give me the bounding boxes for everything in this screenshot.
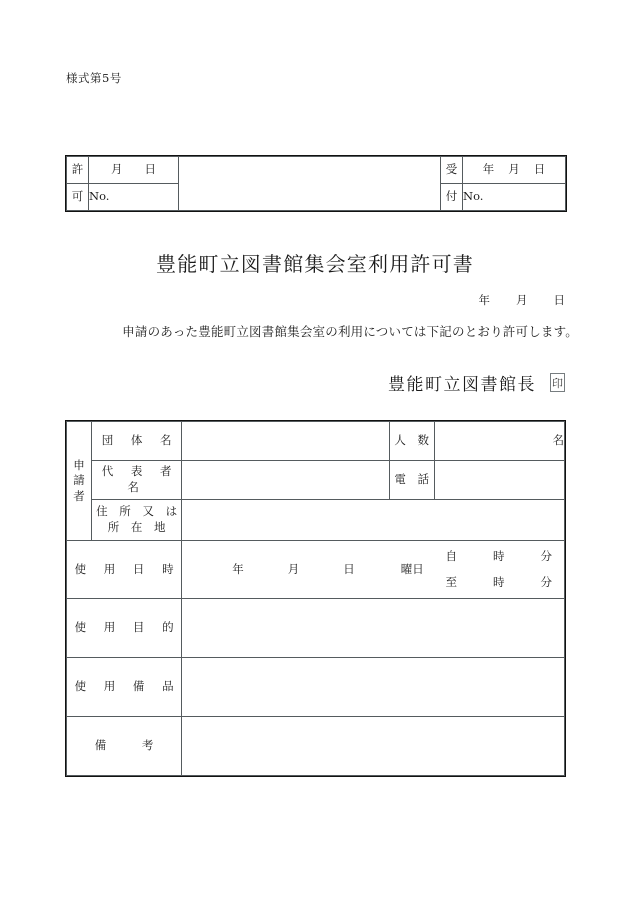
address-label [92,500,182,541]
use-datetime-value[interactable] [182,541,565,599]
use-datetime-label: 使 用 日 時 [67,541,182,599]
use-equipment-value[interactable] [182,658,565,717]
body-text: 申請のあった豊能町立図書館集会室の利用については下記のとおり許可します。 [122,324,578,339]
use-purpose-label: 使 用 目 的 [67,599,182,658]
use-time-from-label: 自 [445,548,457,563]
applicant-vertical-label [67,422,92,541]
signature-name: 豊能町立図書館長 [388,375,536,395]
use-time-to-hour: 時 [493,574,505,589]
reception-date-month: 月 [508,162,520,177]
permit-date-cell [89,157,179,184]
issue-date-line [0,292,565,308]
remarks-label: 備 考 [67,717,182,776]
table-row [67,541,565,599]
issue-date-day: 日 [553,293,565,307]
address-label-line1: 住 所 又 は [96,504,182,519]
remarks-value[interactable] [182,717,565,776]
permit-label-line2: 可 [67,184,89,211]
phone-value[interactable] [434,461,564,500]
table-row [67,717,565,776]
headcount-unit: 名 [552,433,564,448]
receipt-blank-middle-cell [179,157,441,211]
reception-date-day: 日 [533,162,546,177]
issue-date-year: 年 [478,293,490,307]
receipt-header-table [66,156,566,211]
use-time-to-minute: 分 [540,574,552,589]
issue-date-month: 月 [516,293,528,307]
permit-date-day: 日 [144,162,156,177]
use-date-day: 日 [343,561,355,576]
table-row [67,658,565,717]
use-date-fields [232,541,424,598]
form-number: 様式第5号 [66,71,122,85]
reception-label-line2: 付 [441,184,463,211]
address-value[interactable] [182,500,565,541]
reception-number-cell: No. [463,184,566,211]
use-time-from-hour: 時 [493,548,505,563]
applicant-label-char-2: 請 [73,473,85,488]
table-row [67,157,566,184]
seal-stamp-box: 印 [550,373,565,392]
use-time-from-row [446,549,553,565]
use-date-month: 月 [287,561,300,576]
applicant-label-char-3: 者 [73,488,85,503]
table-row [67,599,565,658]
headcount-label: 人 数 [389,422,434,461]
use-time-from-minute: 分 [540,548,552,563]
table-row [67,422,565,461]
representative-value[interactable] [182,461,389,500]
permit-label-line1: 許 [67,157,89,184]
group-name-label: 団 体 名 [92,422,182,461]
address-label-line2: 所 在 地 [107,520,170,534]
permit-details-table [66,421,565,776]
representative-label: 代 表 者 名 [92,461,182,500]
use-date-weekday: 曜日 [400,561,424,576]
use-time-to-label: 至 [445,574,457,589]
use-date-year: 年 [232,561,244,576]
use-time-to-row [446,575,553,591]
signature-line [0,370,565,395]
permit-date-month: 月 [111,162,123,177]
use-purpose-value[interactable] [182,599,565,658]
page-title: 豊能町立図書館集会室利用許可書 [156,252,474,276]
reception-date-cell [463,157,566,184]
table-row [67,461,565,500]
group-name-value[interactable] [182,422,389,461]
use-time-fields [446,541,553,598]
headcount-value[interactable] [434,422,564,461]
applicant-label-char-1: 申 [73,457,85,472]
phone-label: 電 話 [389,461,434,500]
permit-number-cell: No. [89,184,179,211]
reception-label-line1: 受 [441,157,463,184]
table-row [67,500,565,541]
use-equipment-label: 使 用 備 品 [67,658,182,717]
reception-date-year: 年 [482,162,495,177]
